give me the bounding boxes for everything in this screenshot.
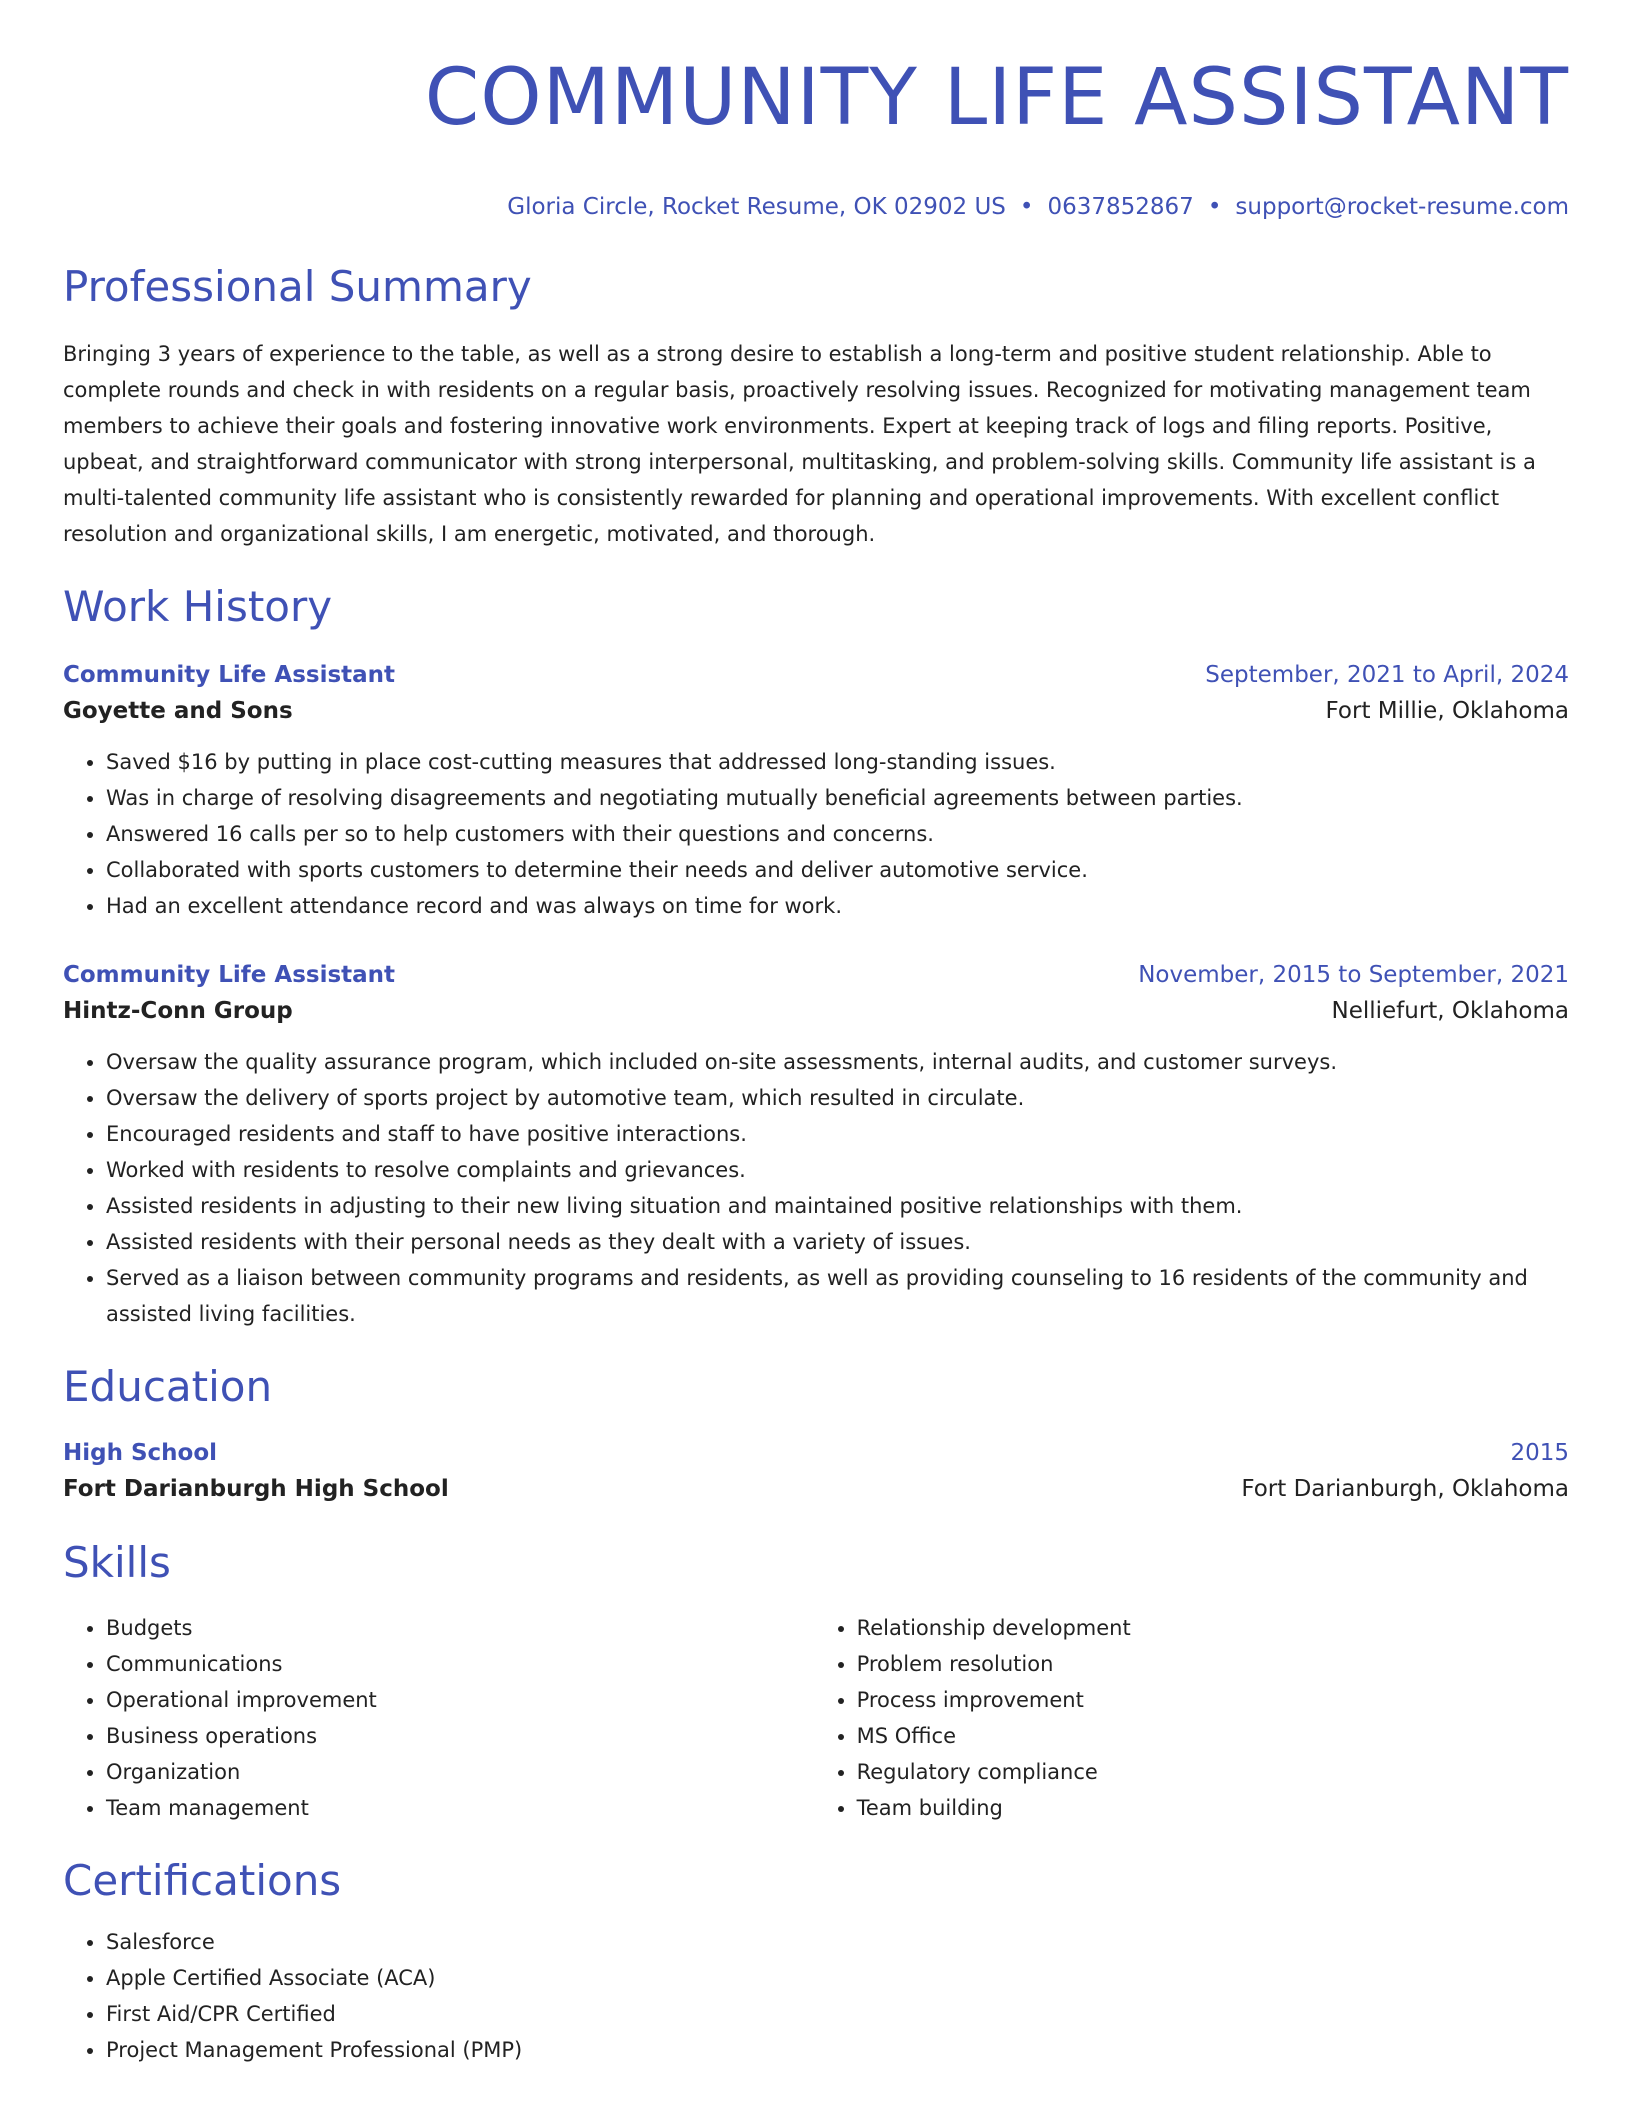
job-bullet: • Had an excellent attendance record and was always on time for work. [106,888,1569,924]
contact-line [63,192,1569,222]
job-bullet: • Was in charge of resolving disagreements and negotiating mutually beneficial agreements between parties. [106,780,1569,816]
skills-columns [63,1610,1569,1826]
job-company-row [63,692,1569,730]
job-dates: September, 2021 to April, 2024 [1205,662,1569,688]
contact-address: Gloria Circle, Rocket Resume, OK 02902 US [507,194,1006,220]
work-history-heading: Work History [63,582,333,631]
job-bullet: • Collaborated with sports customers to determine their needs and deliver automotive service. [106,852,1569,888]
certification-item: • Salesforce [106,1924,1569,1960]
job-bullet: • Served as a liaison between community programs and residents, as well as providing counseling to 16 residents of the community and assisted living facilities. [106,1260,1569,1332]
job-entry [63,958,1569,1332]
skill-item: • Operational improvement [106,1682,814,1718]
education-entry [63,1436,1569,1508]
skill-item: • Business operations [106,1718,814,1754]
skill-item: • Team management [106,1790,814,1826]
contact-separator: • [1019,194,1034,220]
education-header-row [63,1436,1569,1470]
job-bullet: • Answered 16 calls per so to help customers with their questions and concerns. [106,816,1569,852]
summary-text: Bringing 3 years of experience to the table, as well as a strong desire to establish a long-term and positive student relationship. Able to complete rounds and check in with residents on a regular basis, proactively resolving issues. Recognized for motivating management team members to achieve their goals and fostering innovative work environments. Expert at keeping track of logs and filing reports. Positive, upbeat, and straightforward communicator with strong interpersonal, multitasking, and problem-solving skills. Community life assistant is a multi-talented community life assistant who is consistently rewarded for planning and operational improvements. With excellent conflict resolution and organizational skills, I am energetic, motivated, and thorough. [63,342,1536,546]
skill-item: • Budgets [106,1610,814,1646]
skills-heading: Skills [63,1538,171,1587]
job-entry [63,658,1569,924]
job-bullet: • Oversaw the delivery of sports project by automotive team, which resulted in circulate. [106,1080,1569,1116]
job-bullet: • Assisted residents in adjusting to their new living situation and maintained positive relationships with them. [106,1188,1569,1224]
education-school-row [63,1470,1569,1508]
skill-item: • Regulatory compliance [857,1754,1569,1790]
skills-list-right [814,1610,1569,1826]
skill-item: • Relationship development [857,1610,1569,1646]
contact-phone: 0637852867 [1047,194,1194,220]
job-location: Fort Millie, Oklahoma [1325,698,1569,724]
skill-item: • Problem resolution [857,1646,1569,1682]
skill-item: • Communications [106,1646,814,1682]
summary-heading: Professional Summary [63,262,532,311]
job-header-row [63,958,1569,992]
education-degree: High School [63,1440,218,1466]
job-location: Nelliefurt, Oklahoma [1331,998,1569,1024]
certification-item: • Apple Certified Associate (ACA) [106,1960,1569,1996]
job-dates: November, 2015 to September, 2021 [1138,962,1569,988]
certifications-list [63,1924,1569,2068]
skill-item: • MS Office [857,1718,1569,1754]
job-bullet: • Saved $16 by putting in place cost-cutting measures that addressed long-standing issues. [106,744,1569,780]
job-bullet: • Encouraged residents and staff to have positive interactions. [106,1116,1569,1152]
education-location: Fort Darianburgh, Oklahoma [1241,1476,1569,1502]
skill-item: • Organization [106,1754,814,1790]
job-bullet: • Oversaw the quality assurance program, which included on-site assessments, internal audits, and customer surveys. [106,1044,1569,1080]
contact-email[interactable]: support@rocket-resume.com [1235,194,1569,220]
job-company: Goyette and Sons [63,698,293,724]
job-bullet: • Assisted residents with their personal needs as they dealt with a variety of issues. [106,1224,1569,1260]
job-company: Hintz-Conn Group [63,998,293,1024]
skill-item: • Team building [857,1790,1569,1826]
job-company-row [63,992,1569,1030]
job-bullets [63,744,1569,924]
contact-separator: • [1207,194,1222,220]
education-heading: Education [63,1362,273,1411]
job-bullet: • Worked with residents to resolve complaints and grievances. [106,1152,1569,1188]
job-role: Community Life Assistant [63,662,396,688]
education-year: 2015 [1510,1440,1569,1466]
job-bullets [63,1044,1569,1332]
skills-list-left [63,1610,814,1826]
certifications-heading: Certifications [63,1856,342,1905]
certification-item: • First Aid/CPR Certified [106,1996,1569,2032]
education-school: Fort Darianburgh High School [63,1476,449,1502]
job-role: Community Life Assistant [63,962,396,988]
resume-title: COMMUNITY LIFE ASSISTANT [424,53,1569,143]
skill-item: • Process improvement [857,1682,1569,1718]
job-header-row [63,658,1569,692]
certification-item: • Project Management Professional (PMP) [106,2032,1569,2068]
